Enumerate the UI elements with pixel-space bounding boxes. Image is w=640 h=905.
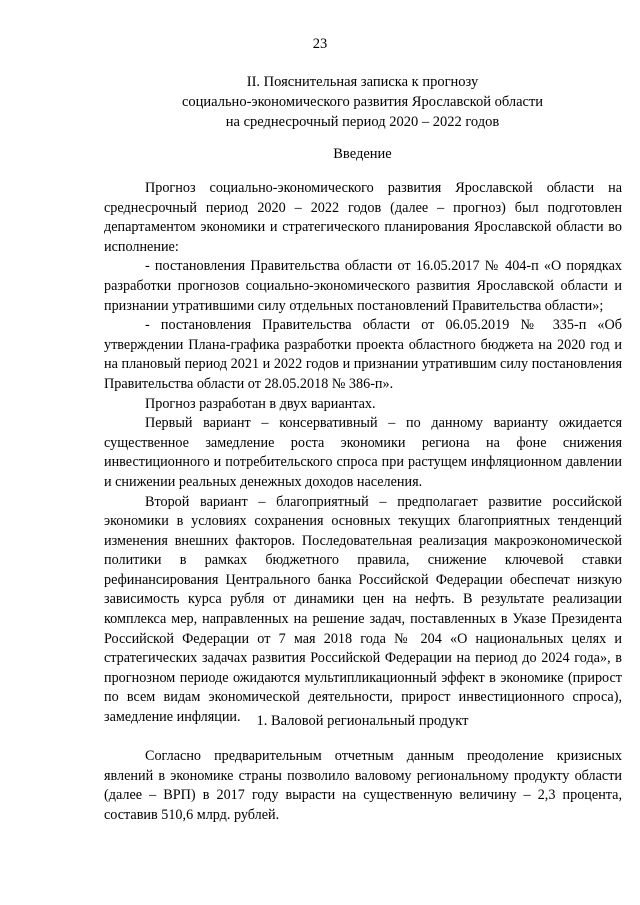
title-line: на среднесрочный период 2020 – 2022 годов xyxy=(225,114,500,130)
paragraph: Прогноз социально-экономического развития Ярославской области на среднесрочный период 2020 – 2022 годов (далее – прогноз) был подготовлен департаментом экономики и стратегического планирования Ярославской области во исполнение: xyxy=(104,180,622,255)
section-heading: 1. Валовой региональный продукт xyxy=(256,713,469,729)
paragraph: - постановления Правительства области от 06.05.2019 № 335-п «Об утверждении Плана-графика разработки проекта областного бюджета на 2020 год и на плановый период 2021 и 2022 годов и признании утратившим силу постановления Правительства области от 28.05.2018 № 386-п». xyxy=(104,317,622,392)
page-number: 23 xyxy=(312,36,328,52)
title-line: II. Пояснительная записка к прогнозу xyxy=(246,74,479,90)
paragraph: Второй вариант – благоприятный – предполагает развитие российской экономики в условиях сохранения основных текущих благоприятных тенденций изменения внешних факторов. Последовательная реализация макроэкономической политики в рамках бюджетного правила, снижение ключевой ставки рефинансирования Центрального банка Российской Федерации обеспечат низкую зависимость курса рубля от динамики цен на нефть. В результате реализации комплекса мер, направленных на решение задач, поставленных в Указе Президента Российской Федерации от 7 мая 2018 года № 204 «О национальных целях и стратегических задачах развития Российской Федерации на период до 2024 года», в прогнозном периоде ожидаются мультипликационный эффект в экономике (прирост по всем видам экономической деятельности, прирост инвестиционного спроса), замедление инфляции. xyxy=(104,493,622,726)
paragraph: Согласно предварительным отчетным данным преодоление кризисных явлений в экономике страны позволило валовому региональному продукту области (далее – ВРП) в 2017 году вырасти на существенную величину – 2,3 процента, составив 510,6 млрд. рублей. xyxy=(104,748,622,823)
paragraph: Прогноз разработан в двух вариантах. xyxy=(145,395,376,412)
section-body xyxy=(104,747,622,825)
title-line: социально-экономического развития Ярославской области xyxy=(181,94,544,110)
document-title xyxy=(100,72,625,132)
intro-heading: Введение xyxy=(333,146,392,162)
intro-body xyxy=(104,179,622,728)
paragraph: - постановления Правительства области от 16.05.2017 № 404-п «О порядках разработки прогнозов социально-экономического развития Ярославской области и признании утратившими силу отдельных постановлений Правительства области»; xyxy=(104,258,622,314)
paragraph: Первый вариант – консервативный – по данному варианту ожидается существенное замедление роста экономики региона на фоне снижения инвестиционного и потребительского спроса при растущем инфляционном давлении и снижении реальных денежных доходов населения. xyxy=(104,415,622,490)
